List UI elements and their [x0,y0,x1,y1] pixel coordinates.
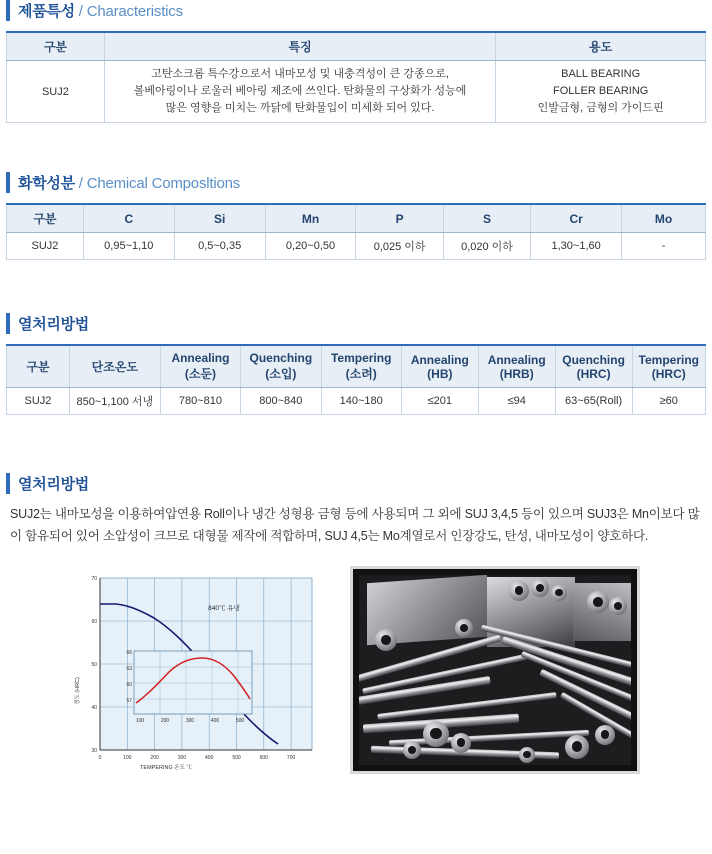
cell-grade: SUJ2 [7,388,70,415]
svg-text:30: 30 [91,747,97,754]
cell-mn: 0,20~0,50 [265,233,356,260]
characteristics-table [6,31,706,123]
tempering-hardness-chart [66,566,328,784]
svg-text:200: 200 [160,717,170,724]
heading-korean: 열처리방법 [18,476,89,493]
table-header-row [7,32,706,61]
use-line: FOLLER BEARING [552,85,649,98]
svg-text:40: 40 [91,704,97,711]
section-heading-heat-treatment [6,313,706,334]
table-row [7,61,706,123]
feature-line: 볼베아링이나 로울러 베아링 제조에 쓰인다. 탄화물의 구상화가 성능에 [133,85,467,98]
svg-text:63: 63 [126,665,132,672]
col-header-annealing-hb [401,345,478,388]
svg-text:300: 300 [177,754,187,761]
svg-text:700: 700 [286,754,296,761]
heading-english-text: Characteristics [86,3,183,20]
col-header-feature: 특징 [104,32,495,61]
table-header-row [7,345,706,388]
product-photo [350,566,640,774]
cell-c: 0,95~1,10 [83,233,174,260]
chart-x-tick-labels [99,755,296,761]
chart-y-tick-labels [91,576,97,754]
chemical-composition-table [6,203,706,260]
description-paragraph: SUJ2는 내마모성을 이용하여압연용 Roll이나 냉간 성형용 금형 등에 사용되며 그 외에 SUJ 3,4,5 등이 있으며 SUJ3은 Mn이보다 많이 함유되어 있어 소압성이 크므로 대형물 제작에 적합하며, SUJ 4,5는 Mo계열로서 인장강도, 탄성, 내마모성이 양호하다. [10,507,700,543]
svg-text:57: 57 [126,697,132,704]
heat-treatment-table [6,344,706,415]
col-header-grade: 구분 [7,204,84,233]
col-header-annealing-temp [160,345,240,388]
section-heading-heat-treatment-desc [6,473,706,494]
section-chemical-compositions [0,172,712,260]
svg-text:0: 0 [98,754,102,761]
header-line-1: 단조온도 [91,360,139,374]
svg-text:400: 400 [205,754,214,761]
svg-text:60: 60 [91,618,97,625]
col-header-tempering-hrc [632,345,705,388]
cell-mo: - [622,233,706,260]
col-header-p: P [356,204,443,233]
header-line-1: Quenching [249,351,313,365]
header-line-1: Tempering [330,351,392,365]
col-header-grade: 구분 [7,32,105,61]
heading-separator: / [78,3,83,20]
table-row [7,388,706,415]
svg-text:100: 100 [135,717,145,724]
feature-line: 고탄소크롬 특수강으로서 내마모성 및 내충격성이 큰 강종으로, [151,68,449,80]
col-header-use: 용도 [496,32,706,61]
heading-korean: 열처리방법 [18,316,89,333]
chart-inset-area [134,651,252,714]
heading-english-text: Chemical Composltions [86,175,241,192]
header-line-1: Annealing [171,351,230,365]
section-heading-chemical [6,172,706,193]
header-line-2: (HRC) [651,366,686,381]
svg-text:60: 60 [126,681,132,688]
heading-english [79,3,183,20]
cell-annealing-hrb: ≤94 [478,388,555,415]
header-line-2: (HRC) [576,366,611,381]
svg-text:500: 500 [235,717,245,724]
col-header-s: S [443,204,530,233]
header-line-2: (소려) [345,367,377,381]
svg-text:66: 66 [126,649,132,656]
col-header-cr: Cr [531,204,622,233]
cell-annealing-temp: 780~810 [160,388,240,415]
product-photo-image [359,575,631,765]
table-header-row [7,204,706,233]
use-line: 인발금형, 금형의 가이드핀 [537,102,664,115]
heading-korean: 제품특성 [18,3,75,20]
col-header-mo: Mo [622,204,706,233]
col-header-c: C [83,204,174,233]
svg-text:300: 300 [185,717,195,724]
chart-annotation: 840℃ 유냉 [208,604,240,612]
cell-s: 0,020 이하 [443,233,530,260]
figures-row [6,548,706,784]
cell-use [496,61,706,123]
header-line-2: (HB) [427,366,453,381]
use-line: BALL BEARING [561,68,641,80]
header-line-1: Quenching [562,352,625,367]
heading-separator: / [78,175,83,192]
col-header-si: Si [174,204,265,233]
heading-korean: 화학성분 [18,175,75,192]
cell-tempering-hrc: ≥60 [632,388,705,415]
cell-quenching-temp: 800~840 [241,388,321,415]
col-header-forging-temp [69,345,160,388]
svg-text:200: 200 [150,754,159,761]
cell-annealing-hb: ≤201 [401,388,478,415]
chart-y-axis-label: 경도 (HRC) [75,676,81,705]
section-heat-treatment-table [0,313,712,415]
cell-grade: SUJ2 [7,61,105,123]
cell-grade: SUJ2 [7,233,84,260]
svg-text:600: 600 [259,754,268,761]
col-header-quenching-temp [241,345,321,388]
header-line-2: (HRB) [499,366,534,381]
cell-si: 0,5~0,35 [174,233,265,260]
col-header-tempering-temp [321,345,401,388]
section-heat-treatment-description [0,473,712,784]
header-line-1: Tempering [638,352,699,367]
svg-text:500: 500 [232,754,241,761]
col-header-quenching-hrc [555,345,632,388]
col-header-grade [7,345,70,388]
col-header-annealing-hrb [478,345,555,388]
svg-text:100: 100 [123,754,132,761]
header-line-2: (소입) [265,367,297,381]
section-heading-characteristics [6,0,706,21]
svg-text:70: 70 [91,575,97,582]
svg-text:400: 400 [210,717,220,724]
header-line-1: Annealing [410,352,469,367]
section-characteristics [0,0,712,123]
feature-line: 많은 영향을 미치는 까닭에 탄화물입이 미세화 되어 있다. [165,102,435,115]
header-line-2: (소둔) [184,367,217,381]
chart-x-axis-label: TEMPERING 온도 ℃ [140,764,192,771]
cell-quenching-hrc: 63~65(Roll) [555,388,632,415]
cell-cr: 1,30~1,60 [531,233,622,260]
cell-p: 0,025 이하 [356,233,443,260]
chart-svg [66,566,328,784]
cell-feature [104,61,495,123]
svg-text:50: 50 [91,661,97,668]
table-row [7,233,706,260]
header-line-1: Annealing [487,352,546,367]
cell-tempering-temp: 140~180 [321,388,401,415]
heading-english [79,175,240,192]
cell-forging-temp: 850~1,100 서냉 [69,388,160,415]
col-header-mn: Mn [265,204,356,233]
header-line-1: 구분 [26,360,50,374]
